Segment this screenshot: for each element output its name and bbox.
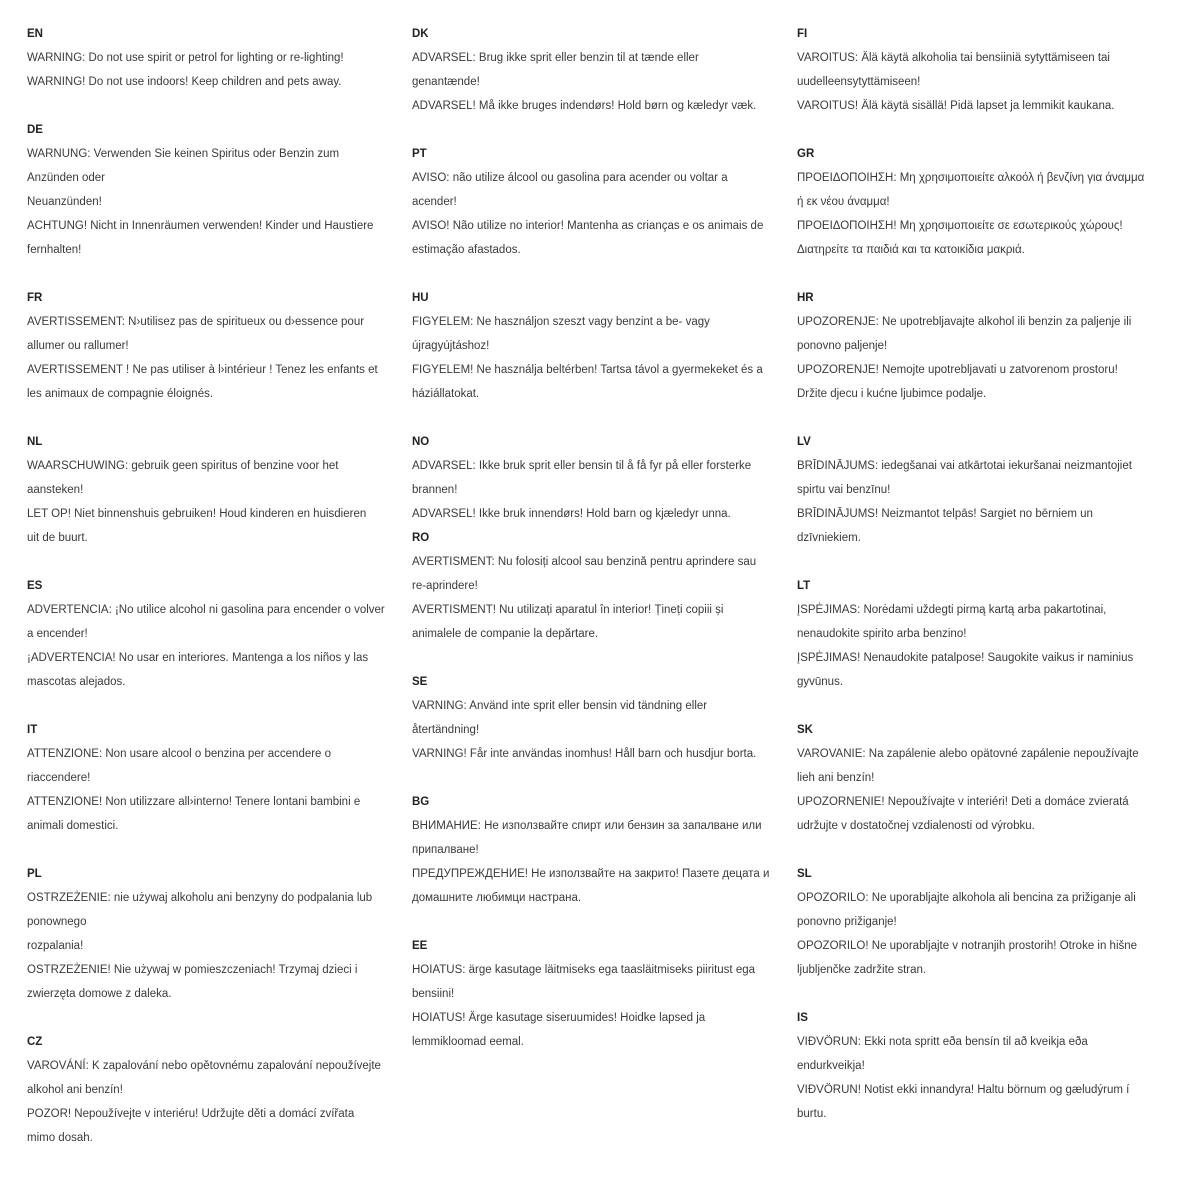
warning-text-line: ΠΡΟΕΙΔΟΠΟΙΗΣΗ! Μη χρησιμοποιείτε σε εσωτερικούς χώρους!: [797, 220, 1123, 232]
warning-text-line: VIÐVÖRUN: Ekki nota spritt eða bensín til að kveikja eða: [797, 1036, 1088, 1048]
block-spacer: [27, 694, 407, 718]
language-code: HU: [412, 292, 429, 304]
warning-block-cz: [27, 1030, 407, 1150]
block-spacer: [27, 406, 407, 430]
language-code: IT: [27, 724, 38, 736]
warning-text-line: VAROVÁNÍ: K zapalování nebo opětovnému zapalování nepoužívejte: [27, 1060, 381, 1072]
warning-block-bg: [412, 790, 792, 934]
warning-text-line: AVISO! Não utilize no interior! Mantenha as crianças e os animais de: [412, 220, 764, 232]
warning-text-line: uudelleensytyttämiseen!: [797, 76, 921, 88]
language-code: LV: [797, 436, 811, 448]
warning-text-line: uit de buurt.: [27, 532, 88, 544]
warning-text-line: zwierzęta domowe z daleka.: [27, 988, 172, 1000]
language-code: NO: [412, 436, 430, 448]
warning-text-line: a encender!: [27, 628, 88, 640]
warning-block-sl: [797, 862, 1175, 1006]
block-spacer: [412, 766, 792, 790]
warning-text-line: burtu.: [797, 1108, 827, 1120]
warning-text-line: estimação afastados.: [412, 244, 521, 256]
warning-block-fi: [797, 22, 1175, 142]
warning-text-line: HOIATUS! Ärge kasutage siseruumides! Hoidke lapsed ja: [412, 1012, 706, 1024]
warning-text-line: mascotas alejados.: [27, 676, 126, 688]
warning-text-line: припалване!: [412, 844, 479, 856]
warning-text-line: Neuanzünden!: [27, 196, 102, 208]
warning-text-line: aansteken!: [27, 484, 84, 496]
warning-text-line: fernhalten!: [27, 244, 82, 256]
warning-text-line: BRĪDINĀJUMS! Neizmantot telpās! Sargiet no bērniem un: [797, 508, 1093, 520]
warning-text-line: Držite djecu i kućne ljubimce podalje.: [797, 388, 987, 400]
language-code: EN: [27, 28, 43, 40]
warning-text-line: ADVARSEL! Må ikke bruges indendørs! Hold børn og kæledyr væk.: [412, 100, 757, 112]
warning-text-line: udržujte v dostatočnej vzdialenosti od výrobku.: [797, 820, 1035, 832]
language-code: FI: [797, 28, 808, 40]
language-code: NL: [27, 436, 43, 448]
warning-text-line: Anzünden oder: [27, 172, 106, 184]
warning-text-line: WAARSCHUWING: gebruik geen spiritus of benzine voor het: [27, 460, 339, 472]
warning-text-line: UPOZORNENIE! Nepoužívajte v interiéri! Deti a domáce zvieratá: [797, 796, 1129, 808]
warning-text-line: VAROITUS: Älä käytä alkoholia tai bensiiniä sytyttämiseen tai: [797, 52, 1110, 64]
warning-block-pt: [412, 142, 792, 286]
warning-text-line: ponownego: [27, 916, 87, 928]
language-code: SK: [797, 724, 813, 736]
warning-text-line: AVERTISSEMENT: N›utilisez pas de spiritueux ou d›essence pour: [27, 316, 365, 328]
language-code: DE: [27, 124, 43, 136]
warning-text-line: Διατηρείτε τα παιδιά και τα κατοικίδια μακριά.: [797, 244, 1025, 256]
block-spacer: [412, 910, 792, 934]
warning-text-line: ¡ADVERTENCIA! No usar en interiores. Mantenga a los niños y las: [27, 652, 369, 664]
warning-text-line: acender!: [412, 196, 457, 208]
warning-text-line: återtändning!: [412, 724, 480, 736]
warning-block-hr: [797, 286, 1175, 430]
warning-text-line: gyvūnus.: [797, 676, 844, 688]
block-spacer: [797, 262, 1175, 286]
language-code: ES: [27, 580, 43, 592]
language-code: SE: [412, 676, 428, 688]
warning-text-line: ADVERTENCIA: ¡No utilice alcohol ni gasolina para encender o volver: [27, 604, 385, 616]
warning-block-nl: [27, 430, 407, 574]
warning-text-line: ĮSPĖJIMAS! Nenaudokite patalpose! Saugokite vaikus ir naminius: [797, 652, 1134, 664]
warning-text-line: OPOZORILO: Ne uporabljajte alkohola ali bencina za prižiganje ali: [797, 892, 1136, 904]
warning-text-line: AVISO: não utilize álcool ou gasolina para acender ou voltar a: [412, 172, 728, 184]
warning-text-line: BRĪDINĀJUMS: iedegšanai vai atkārtotai iekuršanai neizmantojiet: [797, 460, 1132, 472]
warning-text-line: ACHTUNG! Nicht in Innenräumen verwenden! Kinder und Haustiere: [27, 220, 374, 232]
warning-text-line: ADVARSEL: Ikke bruk sprit eller bensin til å få fyr på eller forsterke: [412, 460, 752, 472]
language-code: GR: [797, 148, 815, 160]
warning-block-gr: [797, 142, 1175, 286]
warning-text-line: VARNING! Får inte användas inomhus! Håll barn och husdjur borta.: [412, 748, 757, 760]
warning-text-line: OPOZORILO! Ne uporabljajte v notranjih prostorih! Otroke in hišne: [797, 940, 1138, 952]
warning-block-dk: [412, 22, 792, 142]
warning-text-line: OSTRZEŻENIE: nie używaj alkoholu ani benzyny do podpalania lub: [27, 892, 373, 904]
warning-text-line: ponovno prižiganje!: [797, 916, 897, 928]
language-code: EE: [412, 940, 428, 952]
block-spacer: [412, 406, 792, 430]
warning-block-se: [412, 670, 792, 790]
block-spacer: [412, 646, 792, 670]
warning-text-line: animali domestici.: [27, 820, 119, 832]
warning-text-line: rozpalania!: [27, 940, 84, 952]
warning-text-line: VARNING: Använd inte sprit eller bensin vid tändning eller: [412, 700, 708, 712]
block-spacer: [27, 262, 407, 286]
warning-block-sk: [797, 718, 1175, 862]
language-code: PL: [27, 868, 42, 880]
block-spacer: [797, 982, 1175, 1006]
warning-text-line: VAROVANIE: Na zapálenie alebo opätovné zapálenie nepoužívajte: [797, 748, 1139, 760]
language-code: HR: [797, 292, 814, 304]
warning-text-line: les animaux de compagnie éloignés.: [27, 388, 214, 400]
block-spacer: [797, 694, 1175, 718]
column-1: [27, 22, 407, 1150]
warning-text-line: mimo dosah.: [27, 1132, 93, 1144]
warning-text-line: brannen!: [412, 484, 458, 496]
block-spacer: [27, 838, 407, 862]
warning-text-line: háziállatokat.: [412, 388, 480, 400]
block-spacer: [797, 118, 1175, 142]
warning-block-ro: [412, 526, 792, 670]
warning-text-line: WARNUNG: Verwenden Sie keinen Spiritus oder Benzin zum: [27, 148, 340, 160]
warning-text-line: FIGYELEM: Ne használjon szeszt vagy benzint a be- vagy: [412, 316, 710, 328]
warning-block-ee: [412, 934, 792, 1054]
block-spacer: [797, 550, 1175, 574]
warning-text-line: ΠΡΟΕΙΔΟΠΟΙΗΣΗ: Μη χρησιμοποιείτε αλκοόλ ή βενζίνη για άναμμα: [797, 172, 1145, 184]
warning-block-no: [412, 430, 792, 526]
language-code: RO: [412, 532, 430, 544]
column-3: [797, 22, 1175, 1126]
warning-text-line: animalele de companie la depărtare.: [412, 628, 599, 640]
warning-block-lv: [797, 430, 1175, 574]
warning-block-pl: [27, 862, 407, 1030]
warning-text-line: домашните любимци настрана.: [412, 892, 582, 904]
warning-text-line: ADVARSEL: Brug ikke sprit eller benzin til at tænde eller: [412, 52, 699, 64]
warning-text-line: WARNING! Do not use indoors! Keep children and pets away.: [27, 76, 342, 88]
warning-text-line: VIÐVÖRUN! Notist ekki innandyra! Haltu börnum og gæludýrum í: [797, 1084, 1130, 1096]
warning-text-line: AVERTISMENT! Nu utilizați aparatul în interior! Țineți copiii și: [412, 604, 724, 616]
warning-block-lt: [797, 574, 1175, 718]
warning-text-line: endurkveikja!: [797, 1060, 865, 1072]
warning-text-line: POZOR! Nepoužívejte v interiéru! Udržujte děti a domácí zvířata: [27, 1108, 355, 1120]
warning-text-line: bensiini!: [412, 988, 455, 1000]
language-code: DK: [412, 28, 429, 40]
warning-block-en: [27, 22, 407, 118]
warning-text-line: WARNING: Do not use spirit or petrol for lighting or re-lighting!: [27, 52, 344, 64]
warning-text-line: VAROITUS! Älä käytä sisällä! Pidä lapset ja lemmikit kaukana.: [797, 100, 1115, 112]
warning-text-line: HOIATUS: ärge kasutage läitmiseks ega taasläitmiseks piiritust ega: [412, 964, 756, 976]
warning-block-is: [797, 1006, 1175, 1126]
warning-text-line: AVERTISSEMENT ! Ne pas utiliser à l›intérieur ! Tenez les enfants et: [27, 364, 378, 376]
block-spacer: [797, 838, 1175, 862]
warning-text-line: ATTENZIONE: Non usare alcool o benzina per accendere o: [27, 748, 332, 760]
block-spacer: [412, 118, 792, 142]
warning-text-line: AVERTISMENT: Nu folosiți alcool sau benzină pentru aprindere sau: [412, 556, 757, 568]
language-code: SL: [797, 868, 812, 880]
warning-text-line: újragyújtáshoz!: [412, 340, 490, 352]
warning-text-line: riaccendere!: [27, 772, 91, 784]
block-spacer: [797, 406, 1175, 430]
warning-text-line: ή εκ νέου άναμμα!: [797, 196, 890, 208]
language-code: PT: [412, 148, 427, 160]
language-code: IS: [797, 1012, 808, 1024]
language-code: LT: [797, 580, 811, 592]
warning-text-line: UPOZORENJE: Ne upotrebljavajte alkohol ili benzin za paljenje ili: [797, 316, 1132, 328]
language-code: CZ: [27, 1036, 43, 1048]
block-spacer: [27, 1006, 407, 1030]
warning-text-line: UPOZORENJE! Nemojte upotrebljavati u zatvorenom prostoru!: [797, 364, 1118, 376]
warning-text-line: ljubljenčke zadržite stran.: [797, 964, 927, 976]
warning-block-hu: [412, 286, 792, 430]
language-code: FR: [27, 292, 43, 304]
block-spacer: [27, 550, 407, 574]
warning-text-line: FIGYELEM! Ne használja beltérben! Tartsa távol a gyermekeket és a: [412, 364, 763, 376]
language-code: BG: [412, 796, 430, 808]
warning-text-line: lemmikloomad eemal.: [412, 1036, 524, 1048]
warning-text-line: alkohol ani benzín!: [27, 1084, 123, 1096]
warning-text-line: ВНИМАНИЕ: Не използвайте спирт или бензин за запалване или: [412, 820, 762, 832]
warning-block-es: [27, 574, 407, 718]
warning-text-line: ATTENZIONE! Non utilizzare all›interno! Tenere lontani bambini e: [27, 796, 361, 808]
block-spacer: [27, 94, 407, 118]
warning-text-line: genantænde!: [412, 76, 480, 88]
warning-text-line: LET OP! Niet binnenshuis gebruiken! Houd kinderen en huisdieren: [27, 508, 367, 520]
column-2: [412, 22, 792, 1054]
warning-block-de: [27, 118, 407, 286]
warning-block-it: [27, 718, 407, 862]
warning-text-line: spirtu vai benzīnu!: [797, 484, 891, 496]
warning-text-line: re-aprindere!: [412, 580, 478, 592]
warning-text-line: OSTRZEŻENIE! Nie używaj w pomieszczeniach! Trzymaj dzieci i: [27, 964, 358, 976]
warning-text-line: nenaudokite spirito arba benzino!: [797, 628, 967, 640]
block-spacer: [412, 262, 792, 286]
warning-text-line: ADVARSEL! Ikke bruk innendørs! Hold barn og kjæledyr unna.: [412, 508, 731, 520]
warning-text-line: lieh ani benzín!: [797, 772, 875, 784]
warning-text-line: ponovno paljenje!: [797, 340, 888, 352]
warning-text-line: ПРЕДУПРЕЖДЕНИЕ! Не използвайте на закрито! Пазете децата и: [412, 868, 770, 880]
warning-text-line: ĮSPĖJIMAS: Norėdami uždegti pirmą kartą arba pakartotinai,: [797, 604, 1107, 616]
warning-text-line: dzīvniekiem.: [797, 532, 861, 544]
warning-block-fr: [27, 286, 407, 430]
warning-text-line: allumer ou rallumer!: [27, 340, 129, 352]
